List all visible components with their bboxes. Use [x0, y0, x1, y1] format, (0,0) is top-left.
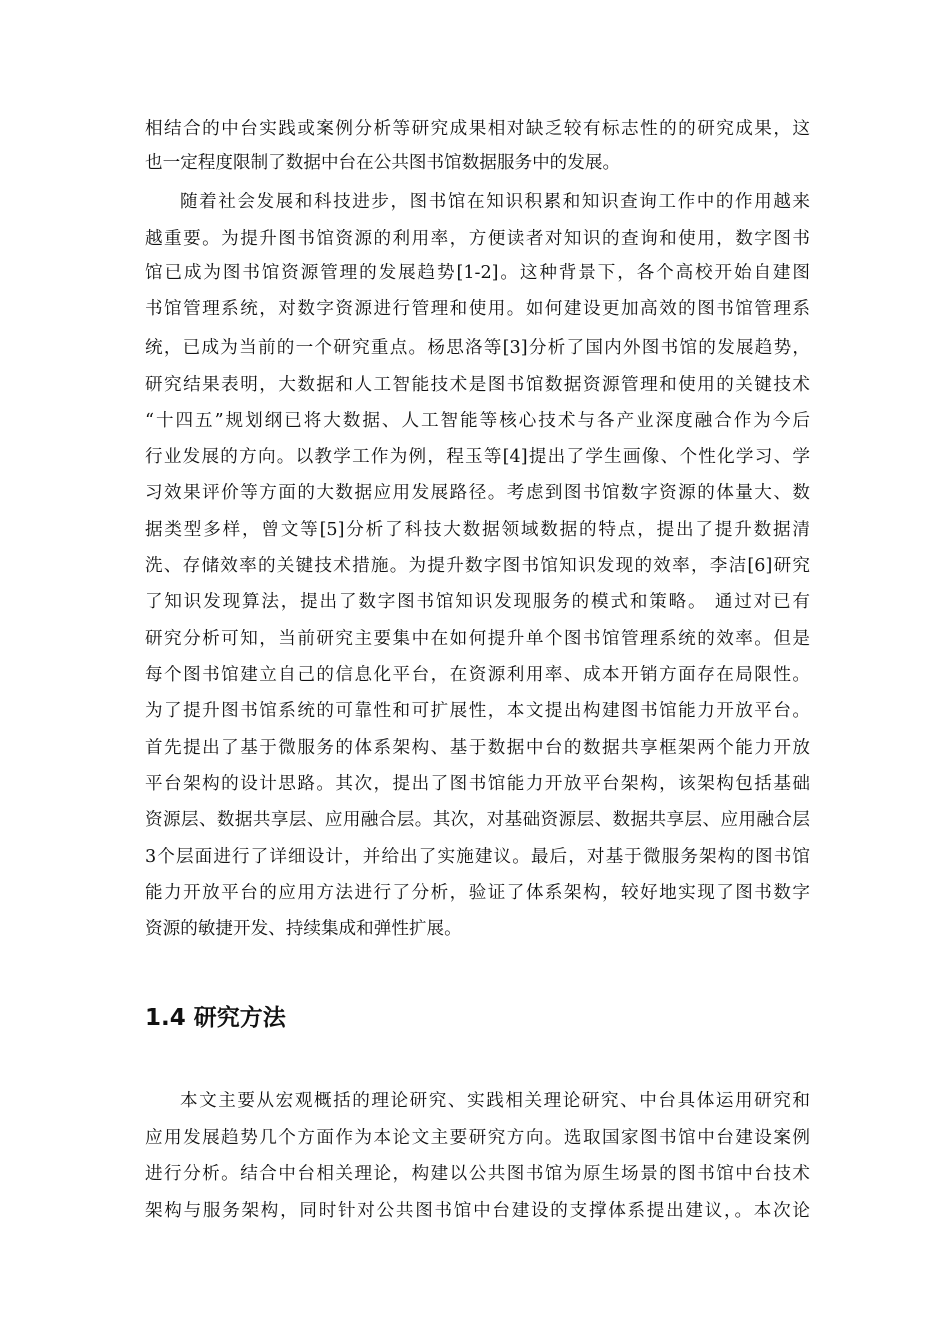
text-line: 相结合的中台实践或案例分析等研究成果相对缺乏较有标志性的的研究成果，这 — [145, 119, 810, 139]
text-line: 书馆管理系统，对数字资源进行管理和使用。如何建设更加高效的图书馆管理系 — [145, 299, 810, 319]
text-line: 进行分析。结合中台相关理论，构建以公共图书馆为原生场景的图书馆中台技术 — [145, 1164, 810, 1184]
text-line: 3个层面进行了详细设计，并给出了实施建议。最后，对基于微服务架构的图书馆 — [145, 847, 810, 867]
text-line: 越重要。为提升图书馆资源的利用率，方便读者对知识的查询和使用，数字图书 — [145, 229, 810, 249]
text-line: “十四五”规划纲已将大数据、人工智能等核心技术与各产业深度融合作为今后 — [145, 411, 810, 431]
text-line: 资源层、数据共享层、应用融合层。其次，对基础资源层、数据共享层、应用融合层 — [145, 810, 810, 830]
text-line: 了知识发现算法，提出了数字图书馆知识发现服务的模式和策略。 通过对已有 — [145, 592, 810, 612]
text-line: 统，已成为当前的一个研究重点。杨思洛等[3]分析了国内外图书馆的发展趋势， — [145, 338, 810, 358]
section-heading: 1.4 研究方法 — [145, 1005, 286, 1031]
text-line: 本文主要从宏观概括的理论研究、实践相关理论研究、中台具体运用研究和 — [180, 1091, 810, 1111]
text-line: 能力开放平台的应用方法进行了分析，验证了体系架构，较好地实现了图书数字 — [145, 883, 810, 903]
text-line: 为了提升图书馆系统的可靠性和可扩展性，本文提出构建图书馆能力开放平台。 — [145, 701, 810, 721]
text-line: 首先提出了基于微服务的体系架构、基于数据中台的数据共享框架两个能力开放 — [145, 738, 810, 758]
text-line: 据类型多样，曾文等[5]分析了科技大数据领域数据的特点，提出了提升数据清 — [145, 520, 810, 540]
text-line: 研究分析可知，当前研究主要集中在如何提升单个图书馆管理系统的效率。但是 — [145, 629, 810, 649]
text-line: 行业发展的方向。以教学工作为例，程玉等[4]提出了学生画像、个性化学习、学 — [145, 447, 810, 467]
text-line: 资源的敏捷开发、持续集成和弹性扩展。 — [145, 919, 462, 939]
text-line: 洗、存储效率的关键技术措施。为提升数字图书馆知识发现的效率，李洁[6]研究 — [145, 556, 810, 576]
text-line: 习效果评价等方面的大数据应用发展路径。考虑到图书馆数字资源的体量大、数 — [145, 483, 810, 503]
text-line: 也一定程度限制了数据中台在公共图书馆数据服务中的发展。 — [145, 153, 621, 173]
text-line: 平台架构的设计思路。其次，提出了图书馆能力开放平台架构，该架构包括基础 — [145, 774, 810, 794]
text-line: 研究结果表明，大数据和人工智能技术是图书馆数据资源管理和使用的关键技术 — [145, 375, 810, 395]
text-line: 架构与服务架构，同时针对公共图书馆中台建设的支撑体系提出建议，。本次论 — [145, 1201, 810, 1221]
text-line: 每个图书馆建立自己的信息化平台，在资源利用率、成本开销方面存在局限性。 — [145, 665, 810, 685]
text-line: 馆已成为图书馆资源管理的发展趋势[1-2]。这种背景下，各个高校开始自建图 — [145, 263, 810, 283]
text-line: 随着社会发展和科技进步，图书馆在知识积累和知识查询工作中的作用越来 — [180, 192, 810, 212]
text-line: 应用发展趋势几个方面作为本论文主要研究方向。选取国家图书馆中台建设案例 — [145, 1128, 810, 1148]
